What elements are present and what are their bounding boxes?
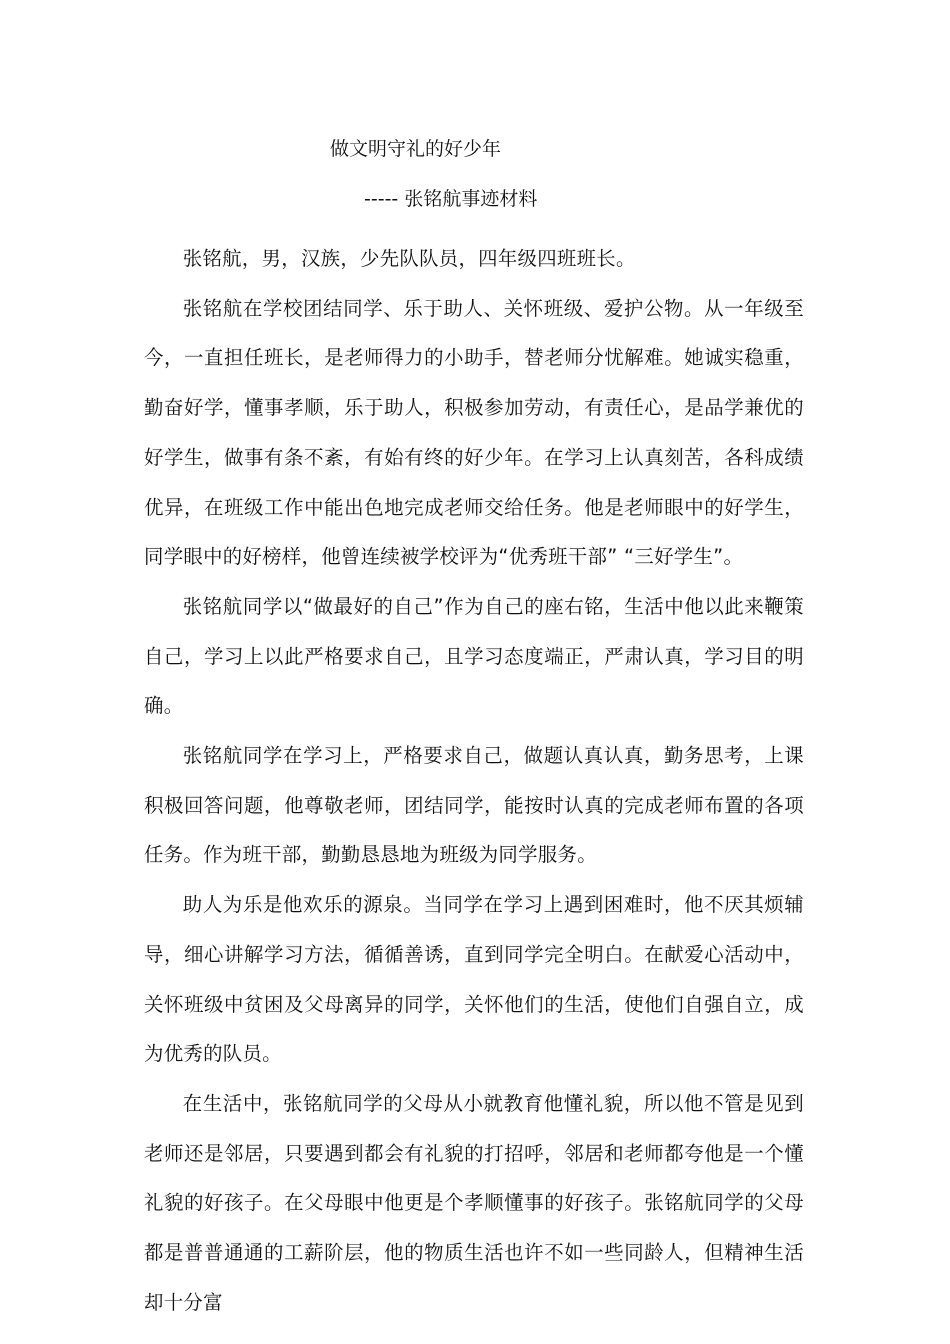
document-body — [144, 234, 804, 1327]
paragraph-daily-life: 在生活中，张铭航同学的父母从小就教育他懂礼貌，所以他不管是见到老师还是邻居，只要遇到都会有礼貌的打招呼，邻居和老师都夸他是一个懂礼貌的好孩子。在父母眼中他更是个孝顺懂事的好孩子。张铭航同学的父母都是普普通通的工薪阶层，他的物质生活也许不如一些同龄人，但精神生活却十分富 — [144, 1091, 804, 1314]
paragraph-helping-others: 助人为乐是他欢乐的源泉。当同学在学习上遇到困难时，他不厌其烦辅导，细心讲解学习方法，循循善诱，直到同学完全明白。在献爱心活动中，关怀班级中贫困及父母离异的同学，关怀他们的生活，使他们自强自立，成为优秀的队员。 — [144, 893, 804, 1066]
paragraph-intro: 张铭航，男，汉族，少先队队员，四年级四班班长。 — [182, 247, 636, 270]
paragraph-motto: 张铭航同学以“做最好的自己”作为自己的座右铭，生活中他以此来鞭策自己，学习上以此严格要求自己，且学习态度端正，严肃认真，学习目的明确。 — [144, 594, 804, 718]
paragraph-study: 张铭航同学在学习上，严格要求自己，做题认真认真，勤务思考，上课积极回答问题，他尊敬老师，团结同学，能按时认真的完成老师布置的各项任务。作为班干部，勤勤恳恳地为班级为同学服务。 — [144, 744, 804, 867]
document-title: 做文明守礼的好少年 — [330, 138, 502, 160]
paragraph-school-conduct: 张铭航在学校团结同学、乐于助人、关怀班级、爱护公物。从一年级至今，一直担任班长，是老师得力的小助手，替老师分忧解难。她诚实稳重，勤奋好学，懂事孝顺，乐于助人，积极参加劳动，有责任心，是品学兼优的好学生，做事有条不紊，有始有终的好少年。在学习上认真刻苦，各科成绩优异，在班级工作中能出色地完成老师交给任务。他是老师眼中的好学生，同学眼中的好榜样，他曾连续被学校评为“优秀班干部” “三好学生”。 — [144, 296, 804, 569]
document-subtitle: ----- 张铭航事迹材料 — [364, 188, 538, 210]
